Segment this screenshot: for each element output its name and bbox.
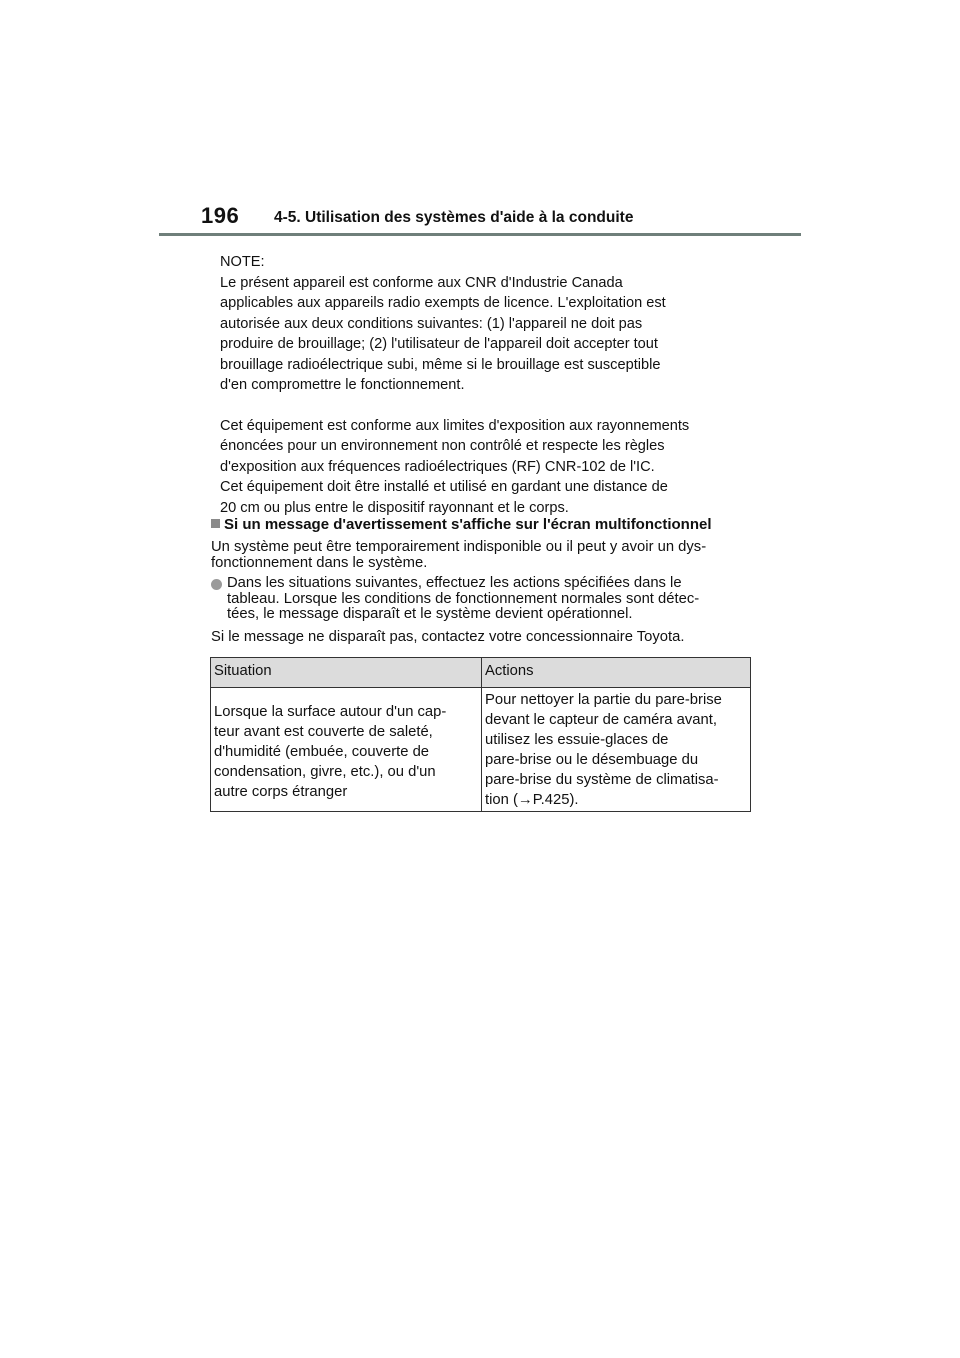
note-line: énoncées pour un environnement non contrôlé et respecte les règles [220,438,665,454]
note-line: produire de brouillage; (2) l'utilisateur de l'appareil doit accepter tout [220,336,658,352]
note-line: Cet équipement est conforme aux limites d'exposition aux rayonnements [220,417,690,434]
cell-line: utilisez les essuie-glaces de [485,732,669,748]
closing-paragraph [211,630,756,646]
cell-line: condensation, givre, etc.), ou d'un [214,764,436,780]
warning-message-heading [211,516,712,533]
intro-line: Un système peut être temporairement indisponible ou il peut y avoir un dys- [211,539,707,555]
table-header-row [211,658,751,688]
header-actions: Actions [482,658,751,688]
note-line: d'exposition aux fréquences radioélectriques (RF) CNR-102 de l'IC. [220,458,655,475]
bullet-line: tableau. Lorsque les conditions de fonctionnement normales sont détec- [227,590,700,607]
section-title: 4-5. Utilisation des systèmes d'aide à la conduite [274,209,634,226]
table-row [211,688,751,812]
note-line: 20 cm ou plus entre le dispositif rayonnant et le corps. [220,499,569,516]
bullet-text [227,576,757,623]
intro-line: fonctionnement dans le système. [211,554,428,571]
header-rule [159,233,801,236]
cell-line: autre corps étranger [214,784,348,800]
cell-line: devant le capteur de caméra avant, [485,712,717,728]
intro-paragraph [211,540,756,571]
heading-text: Si un message d'avertissement s'affiche sur l'écran multifonctionnel [224,516,712,533]
note-line: Cet équipement doit être installé et utilisé en gardant une distance de [220,479,668,495]
page-number: 196 [201,203,240,228]
regulatory-note [220,252,760,518]
note-gap [220,396,760,416]
note-line: brouillage radioélectrique subi, même si le brouillage est susceptible [220,356,661,373]
bullet-line: Dans les situations suivantes, effectuez les actions spécifiées dans le [227,575,682,591]
page-header [201,203,801,233]
closing-line: Si le message ne disparaît pas, contactez votre concessionnaire Toyota. [211,629,685,645]
square-bullet-icon [211,519,220,528]
note-line: d'en compromettre le fonctionnement. [220,377,465,393]
cell-actions [482,688,751,812]
note-line: applicables aux appareils radio exempts de licence. L'exploitation est [220,295,666,311]
header-situation: Situation [211,658,482,688]
cell-line: tion (→P.425). [485,792,579,808]
note-line: NOTE: [220,254,265,270]
cell-line: teur avant est couverte de saleté, [214,724,433,740]
note-line: Le présent appareil est conforme aux CNR d'Industrie Canada [220,274,623,291]
cell-line: pare-brise ou le désembuage du [485,752,699,768]
cell-line: Pour nettoyer la partie du pare-brise [485,692,722,708]
situation-actions-table [210,657,751,812]
circle-bullet-icon [211,579,222,590]
cell-line: Lorsque la surface autour d'un cap- [214,704,447,720]
bullet-line: tées, le message disparaît et le système devient opérationnel. [227,606,633,622]
cell-situation [211,688,482,812]
note-line: autorisée aux deux conditions suivantes: (1) l'appareil ne doit pas [220,315,643,332]
cell-line: pare-brise du système de climatisa- [485,772,719,788]
cell-line: d'humidité (embuée, couverte de [214,744,430,760]
